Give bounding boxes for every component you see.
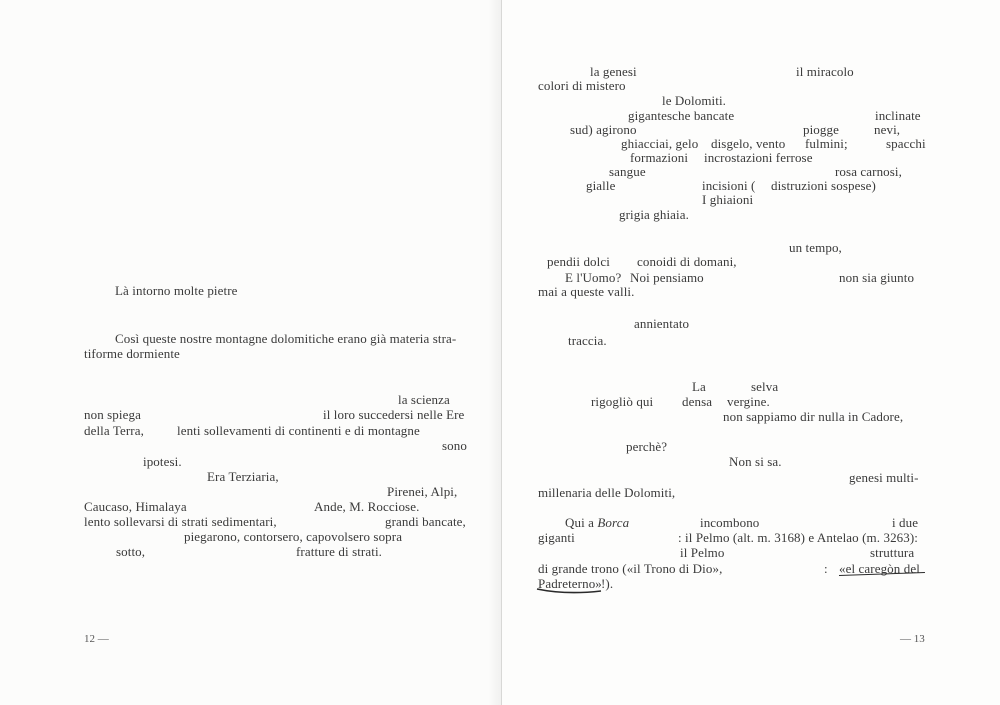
text-line: lenti sollevamenti di continenti e di montagne bbox=[177, 423, 420, 438]
text-line: incrostazioni ferrose bbox=[704, 150, 813, 165]
gutter-shadow bbox=[488, 0, 502, 705]
text-line: pendii dolci bbox=[547, 254, 610, 269]
text-line: Caucaso, Himalaya bbox=[84, 499, 187, 514]
text-line: grigia ghiaia. bbox=[619, 207, 689, 222]
text-line: rigogliò qui bbox=[591, 394, 654, 409]
text-line: inclinate bbox=[875, 108, 921, 123]
text-line: sud) agirono bbox=[570, 122, 637, 137]
text-line: le Dolomiti. bbox=[662, 93, 727, 108]
text-line: della Terra, bbox=[84, 423, 144, 438]
text-line: sono bbox=[442, 438, 467, 453]
text-line bbox=[565, 516, 629, 530]
text-line: Era Terziaria, bbox=[207, 469, 279, 484]
page-number: — 13 bbox=[900, 633, 925, 645]
text-line: annientato bbox=[634, 316, 690, 331]
text-line: rosa carnosi, bbox=[835, 164, 902, 179]
text-line: gigantesche bancate bbox=[628, 108, 735, 123]
text-line: incombono bbox=[700, 515, 760, 530]
text-line: sotto, bbox=[116, 544, 146, 559]
text-line: vergine. bbox=[727, 394, 770, 409]
text-line: i due bbox=[892, 515, 919, 530]
page-number: 12 — bbox=[84, 633, 109, 645]
handwritten-underlined-text: «el caregòn del bbox=[839, 561, 920, 576]
text-line: la scienza bbox=[398, 392, 450, 407]
text-line: disgelo, vento bbox=[711, 136, 786, 151]
text-line: ipotesi. bbox=[143, 454, 182, 469]
text-line: un tempo, bbox=[789, 240, 842, 255]
text-line: !). bbox=[601, 576, 614, 591]
text-line: E l'Uomo? bbox=[565, 270, 622, 285]
text-line: genesi multi- bbox=[849, 470, 919, 485]
text-line: il loro succedersi nelle Ere bbox=[323, 407, 465, 422]
text-line: spacchi bbox=[886, 136, 926, 151]
text-line: selva bbox=[751, 379, 779, 394]
text-line: lento sollevarsi di strati sedimentari, bbox=[84, 514, 277, 529]
text-line: Là intorno molte pietre bbox=[115, 283, 238, 298]
text-line: conoidi di domani, bbox=[637, 254, 737, 269]
text-line: Non si sa. bbox=[729, 454, 782, 469]
text-line: non sia giunto bbox=[839, 270, 915, 285]
text-line: non spiega bbox=[84, 407, 141, 422]
text-line: il miracolo bbox=[796, 64, 854, 79]
text-line: tiforme dormiente bbox=[84, 346, 180, 361]
text-line: : bbox=[824, 561, 828, 576]
text-line: Noi pensiamo bbox=[630, 270, 704, 285]
text-line: colori di mistero bbox=[538, 78, 626, 93]
text-line: incisioni ( bbox=[702, 178, 756, 193]
text-line: piogge bbox=[803, 122, 839, 137]
text-line: fulmini; bbox=[805, 136, 848, 151]
text-line: giganti bbox=[538, 530, 575, 545]
text-line: traccia. bbox=[568, 333, 607, 348]
text-line: nevi, bbox=[874, 122, 901, 137]
text-line: non sappiamo dir nulla in Cadore, bbox=[723, 409, 904, 424]
text-line: sangue bbox=[609, 164, 646, 179]
text-fragment-italic: Borca bbox=[597, 515, 630, 530]
text-line: il Pelmo bbox=[680, 545, 725, 560]
text-line: gialle bbox=[586, 178, 616, 193]
text-line: ghiacciai, gelo bbox=[621, 136, 699, 151]
text-line: di grande trono («il Trono di Dio», bbox=[538, 561, 723, 576]
text-line: mai a queste valli. bbox=[538, 284, 635, 299]
text-fragment: Qui a bbox=[565, 515, 598, 530]
text-line: La bbox=[692, 379, 706, 394]
text-line: formazioni bbox=[630, 150, 689, 165]
text-line: la genesi bbox=[590, 64, 637, 79]
text-line: grandi bancate, bbox=[385, 514, 466, 529]
right-page bbox=[502, 0, 1000, 705]
text-line: I ghiaioni bbox=[702, 192, 754, 207]
text-line: Così queste nostre montagne dolomitiche erano già materia stra- bbox=[115, 331, 457, 346]
handwritten-underlined-text: Padreterno» bbox=[538, 576, 602, 591]
text-line: Pirenei, Alpi, bbox=[387, 484, 458, 499]
text-line: struttura bbox=[870, 545, 915, 560]
text-line: distruzioni sospese) bbox=[771, 178, 876, 193]
text-line: : il Pelmo (alt. m. 3168) e Antelao (m. 3263): bbox=[678, 530, 919, 545]
text-line: perchè? bbox=[626, 439, 668, 454]
text-line: Ande, M. Rocciose. bbox=[314, 499, 420, 514]
pen-underline bbox=[536, 586, 602, 596]
text-line: fratture di strati. bbox=[296, 544, 383, 559]
text-line: densa bbox=[682, 394, 713, 409]
text-line: piegarono, contorsero, capovolsero sopra bbox=[184, 529, 403, 544]
text-line: millenaria delle Dolomiti, bbox=[538, 485, 676, 500]
